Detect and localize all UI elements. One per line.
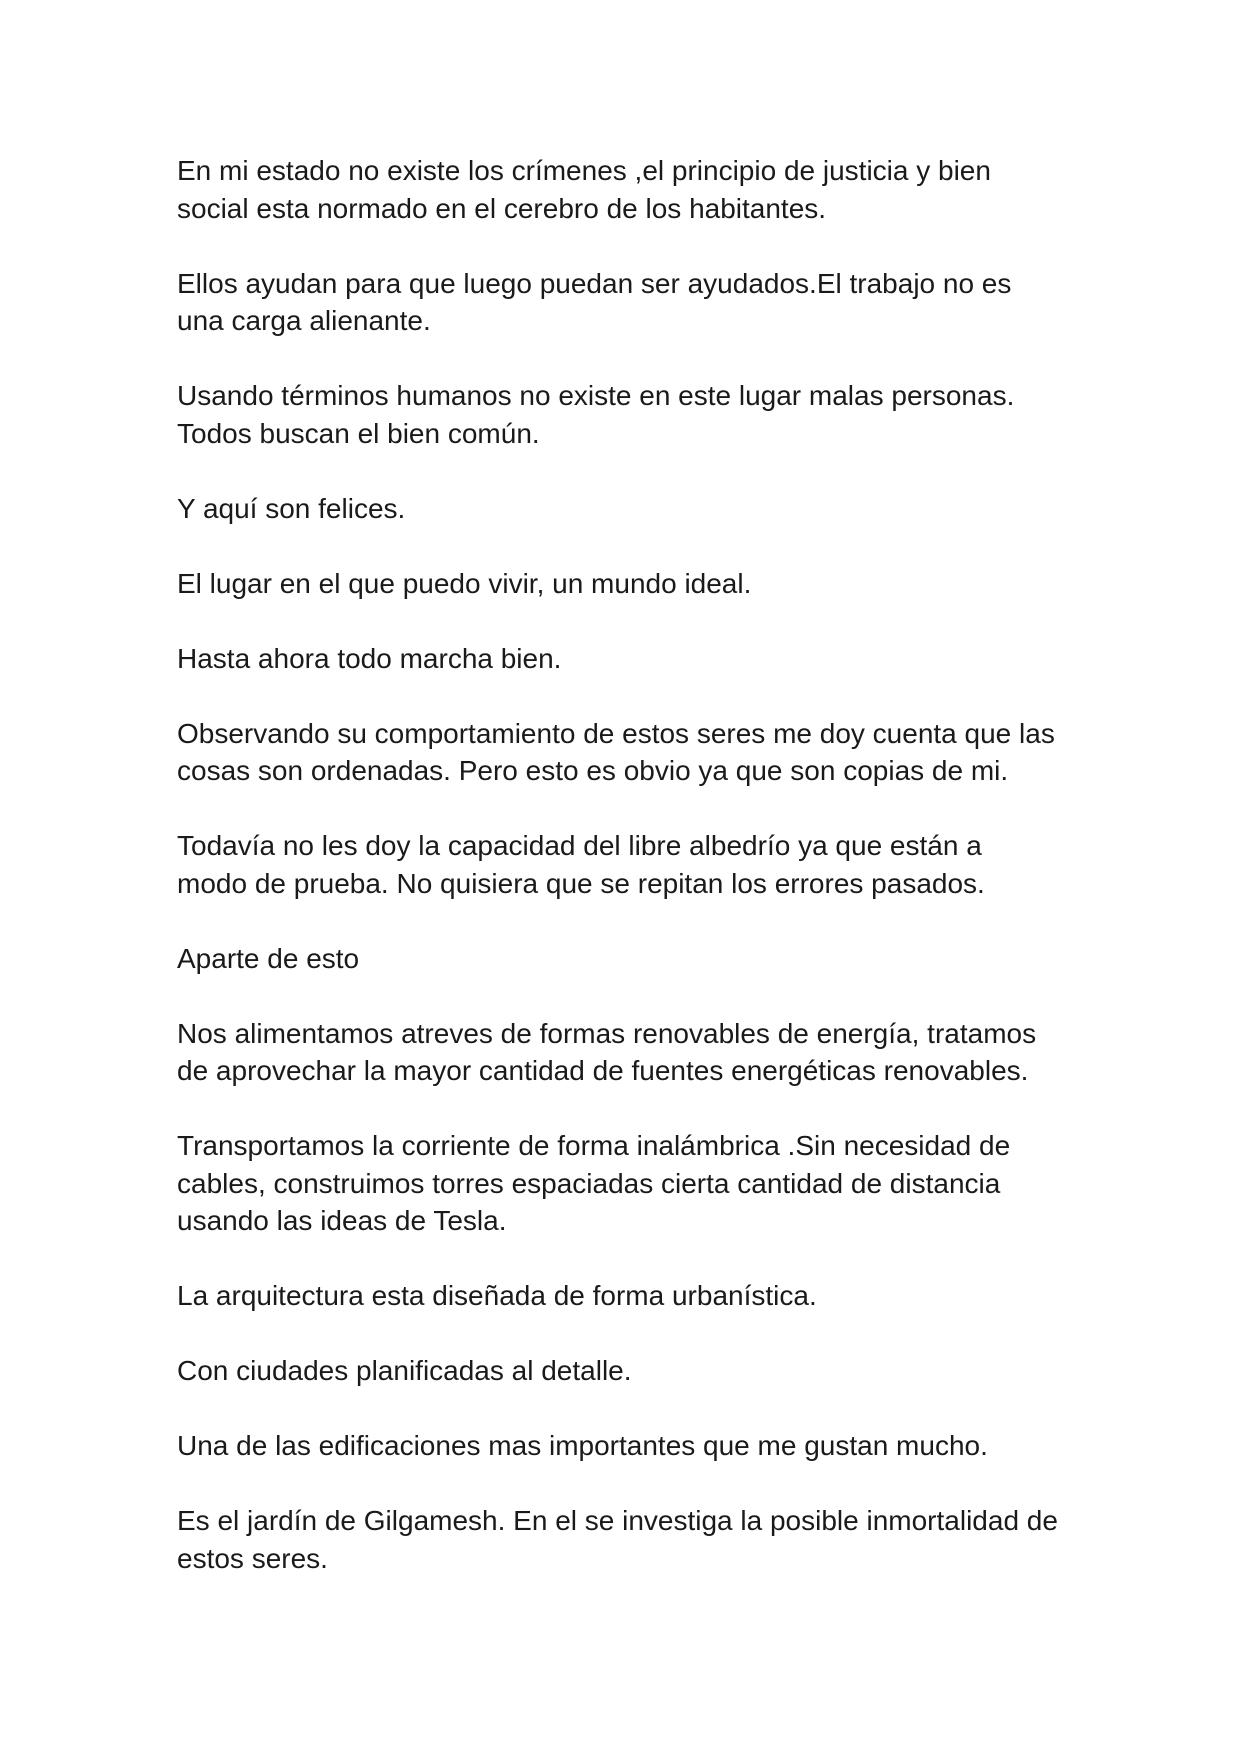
paragraph: Con ciudades planificadas al detalle. [177, 1355, 632, 1386]
paragraph: Aparte de esto [177, 942, 360, 974]
paragraph: Y aquí son felices. [177, 492, 406, 524]
paragraph: La arquitectura esta diseñada de forma urbanística. [177, 1280, 817, 1311]
paragraph: Observando su comportamiento de estos seres me doy cuenta que las cosas son ordenadas. Pero esto es obvio ya que son copias de mi. [177, 717, 1055, 786]
paragraph: Hasta ahora todo marcha bien. [177, 642, 562, 674]
paragraph: El lugar en el que puedo vivir, un mundo ideal. [177, 567, 752, 599]
paragraph: Usando términos humanos no existe en este lugar malas personas. Todos buscan el bien común. [177, 380, 1015, 449]
paragraph: Es el jardín de Gilgamesh. En el se investiga la posible inmortalidad de estos seres. [177, 1505, 1058, 1574]
paragraph: Nos alimentamos atreves de formas renovables de energía, tratamos de aprovechar la mayor cantidad de fuentes energéticas renovables. [177, 1017, 1037, 1086]
paragraph: Ellos ayudan para que luego puedan ser ayudados.El trabajo no es una carga alienante. [177, 267, 1012, 336]
paragraph: Transportamos la corriente de forma inalámbrica .Sin necesidad de cables, construimos torres espaciadas cierta cantidad de distancia usando las ideas de Tesla. [177, 1130, 1011, 1236]
paragraph: En mi estado no existe los crímenes ,el principio de justicia y bien social esta normado en el cerebro de los habitantes. [177, 155, 991, 224]
paragraph: Una de las edificaciones mas importantes que me gustan mucho. [177, 1430, 988, 1461]
paragraph: Todavía no les doy la capacidad del libre albedrío ya que están a modo de prueba. No quisiera que se repitan los errores pasados. [177, 830, 985, 899]
document-body [177, 152, 1077, 1577]
